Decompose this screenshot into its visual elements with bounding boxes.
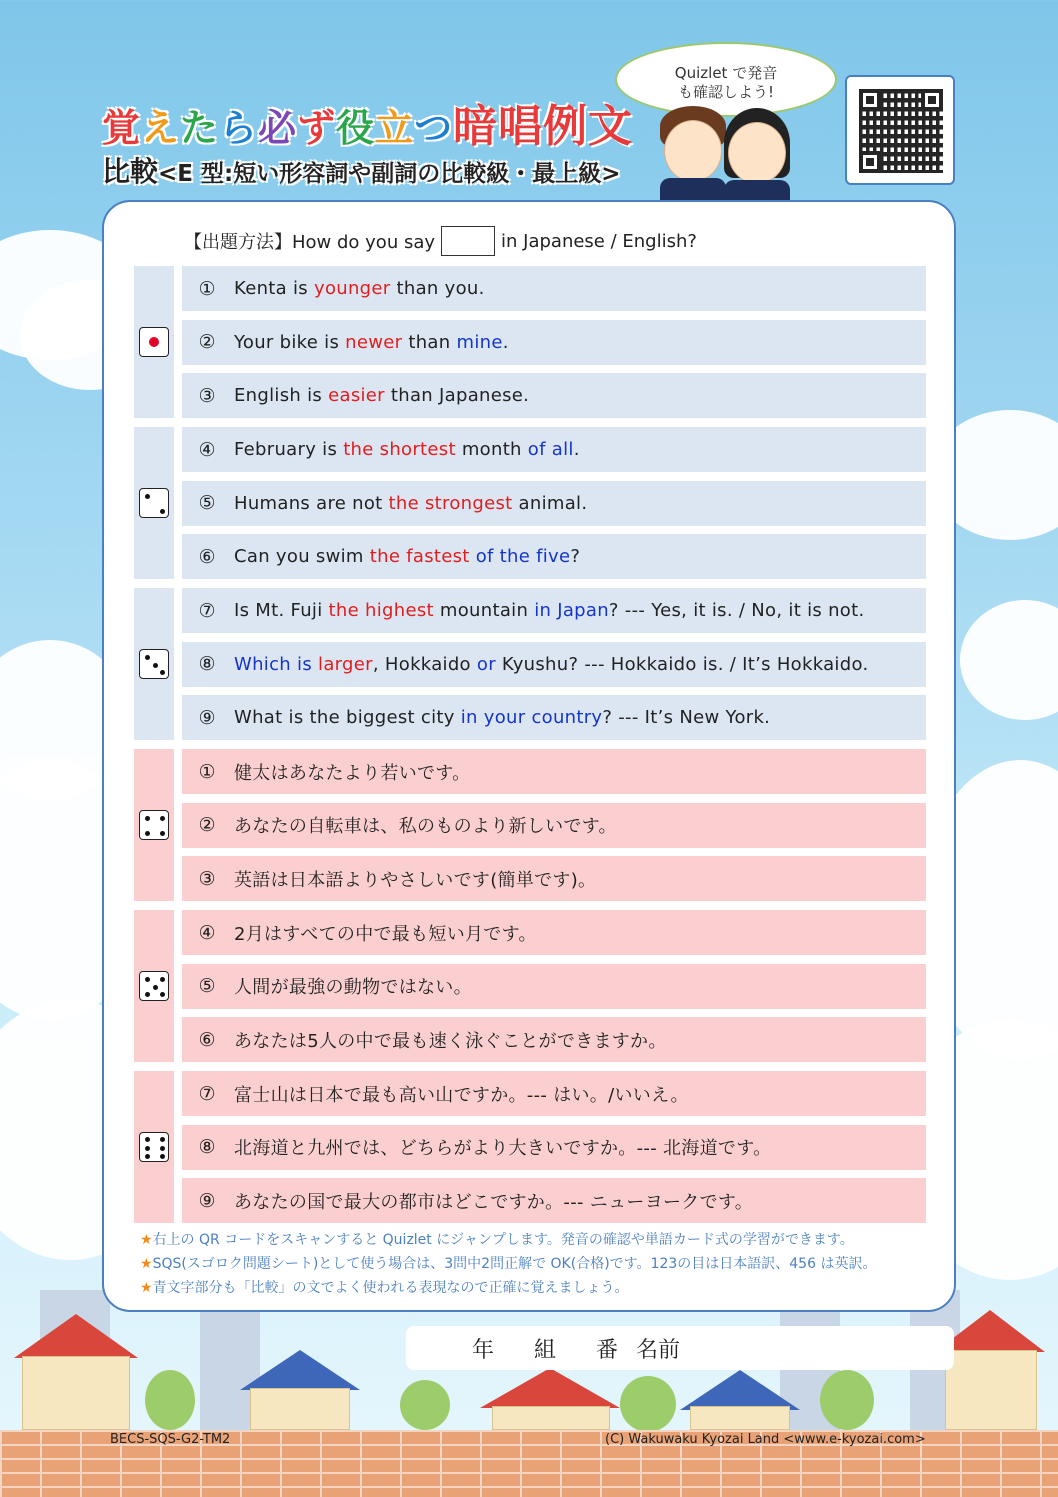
japanese-group (134, 910, 926, 1062)
document-code: BECS-SQS-G2-TM2 (110, 1432, 231, 1447)
subtitle-detail: <E 型:短い形容詞や副詞の比較級・最上級> (158, 161, 621, 187)
group-marker (134, 749, 174, 901)
sentence-row (182, 1017, 926, 1062)
sentence-text: 富士山は日本で最も高い山ですか。--- はい。/いいえ。 (234, 1084, 689, 1106)
sentence-text: 人間が最強の動物ではない。 (234, 977, 472, 998)
group-marker (134, 588, 174, 740)
sentence-row (182, 642, 926, 687)
sentence-number: ② (198, 331, 216, 353)
dice-5-icon (139, 971, 169, 1001)
prompt-suffix: in Japanese / English? (501, 230, 697, 252)
sentence-text: 2月はすべての中で最も短い月です。 (234, 923, 537, 945)
sentence-number: ① (198, 277, 216, 300)
dice-1-icon (139, 327, 169, 357)
title-char: 役 (336, 106, 376, 150)
sentence-number: ⑨ (198, 706, 216, 729)
dice-4-icon (139, 810, 169, 840)
sentence-number: ⑤ (198, 975, 216, 997)
sentence-text: English is easier than Japanese. (234, 385, 530, 406)
sentence-row (182, 1071, 926, 1116)
sentence-row (182, 910, 926, 955)
qr-code-icon (859, 89, 943, 173)
blank-box (441, 226, 495, 256)
sentence-row (182, 373, 926, 418)
sentence-number: ③ (198, 384, 216, 407)
sentence-row (182, 803, 926, 848)
sentence-text: 英語は日本語よりやさしいです(簡単です)。 (234, 869, 597, 891)
sentence-text: Is Mt. Fuji the highest mountain in Japan? --- Yes, it is. / No, it is not. (234, 600, 865, 621)
name-field[interactable] (406, 1326, 954, 1370)
sentence-text: あなたの自転車は、私のものより新しいです。 (234, 816, 617, 837)
sentence-text: Can you swim the fastest of the five? (234, 546, 581, 567)
sentence-row (182, 266, 926, 311)
sentence-text: What is the biggest city in your country? --- It’s New York. (234, 707, 771, 728)
dice-2-icon (139, 488, 169, 518)
dice-3-icon (139, 649, 169, 679)
title-char: ら (219, 106, 259, 150)
sentence-row (182, 427, 926, 472)
sentence-number: ⑨ (198, 1189, 216, 1212)
title-char: え (141, 106, 181, 150)
sentence-row (182, 964, 926, 1009)
japanese-group (134, 1071, 926, 1223)
sentence-row (182, 856, 926, 901)
label-number: 番 (596, 1337, 619, 1363)
question-prompt (184, 226, 697, 256)
sentence-number: ⑦ (198, 1082, 216, 1105)
worksheet-card (102, 200, 956, 1312)
title-char: た (180, 106, 220, 150)
english-group (134, 427, 926, 579)
english-group (134, 588, 926, 740)
japanese-group (134, 749, 926, 901)
title-char: 必 (258, 106, 298, 150)
notes (140, 1228, 876, 1300)
sentence-groups (134, 266, 926, 1232)
sentence-text: Which is larger, Hokkaido or Kyushu? --- Hokkaido is. / It’s Hokkaido. (234, 653, 869, 675)
students-illustration (656, 106, 796, 201)
sentence-row (182, 534, 926, 579)
english-group (134, 266, 926, 418)
group-marker (134, 1071, 174, 1223)
note-item: ★SQS(スゴロク問題シート)として使う場合は、3問中2問正解で OK(合格)です。123の目は日本語訳、456 は英訳。 (140, 1256, 877, 1272)
sentence-row (182, 1178, 926, 1223)
sentence-text: あなたは5人の中で最も速く泳ぐことができますか。 (234, 1030, 667, 1052)
note-item: ★右上の QR コードをスキャンすると Quizlet にジャンプします。発音の確認や単語カード式の学習ができます。 (140, 1232, 854, 1248)
sentence-row (182, 1125, 926, 1170)
sentence-number: ⑤ (198, 492, 216, 514)
sentence-number: ⑦ (198, 599, 216, 622)
label-class: 組 (534, 1337, 557, 1363)
sentence-row (182, 481, 926, 526)
sentence-number: ⑧ (198, 1136, 216, 1158)
bubble-line: も確認しよう! (677, 83, 774, 101)
group-marker (134, 427, 174, 579)
title-char: ず (297, 106, 337, 150)
sentence-row (182, 320, 926, 365)
sentence-text: Your bike is newer than mine. (234, 331, 509, 353)
title-char: 立 (375, 106, 415, 150)
sentence-text: February is the shortest month of all. (234, 439, 580, 460)
page-title (102, 90, 633, 154)
sentence-text: あなたの国で最大の都市はどこですか。--- ニューヨークです。 (234, 1191, 754, 1213)
page-subtitle (102, 150, 620, 190)
title-char: つ (414, 106, 454, 150)
sentence-number: ⑧ (198, 653, 216, 675)
label-name: 名前 (636, 1337, 681, 1363)
sentence-row (182, 588, 926, 633)
sentence-row (182, 695, 926, 740)
sentence-text: Humans are not the strongest animal. (234, 492, 588, 514)
prompt-prefix: 【出題方法】How do you say (184, 232, 436, 253)
sentence-text: 健太はあなたより若いです。 (234, 762, 471, 784)
group-marker (134, 266, 174, 418)
subtitle-topic: 比較 (102, 155, 159, 188)
copyright: (C) Wakuwaku Kyozai Land <www.e-kyozai.com> (605, 1432, 926, 1447)
sentence-number: ③ (198, 867, 216, 890)
bubble-line: Quizlet で発音 (674, 64, 778, 82)
sentence-number: ② (198, 814, 216, 836)
qr-code[interactable] (845, 75, 955, 185)
label-year: 年 (472, 1337, 495, 1363)
group-marker (134, 910, 174, 1062)
sentence-number: ① (198, 760, 216, 783)
title-emphasis: 暗唱例文 (453, 101, 634, 152)
sentence-row (182, 749, 926, 794)
sentence-text: Kenta is younger than you. (234, 278, 485, 299)
sentence-number: ⑥ (198, 1028, 216, 1051)
sentence-number: ⑥ (198, 545, 216, 568)
sentence-text: 北海道と九州では、どちらがより大きいですか。--- 北海道です。 (234, 1138, 772, 1159)
title-char: 覚 (102, 106, 142, 150)
dice-6-icon (139, 1132, 169, 1162)
sentence-number: ④ (198, 438, 216, 461)
sentence-number: ④ (198, 921, 216, 944)
note-item: ★青文字部分も「比較」の文でよく使われる表現なので正確に覚えましょう。 (140, 1280, 629, 1296)
